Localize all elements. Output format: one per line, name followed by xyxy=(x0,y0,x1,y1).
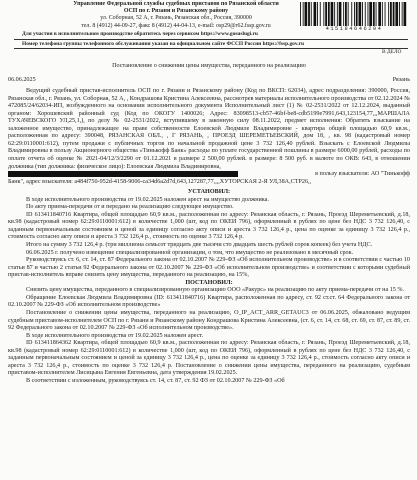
barcode-number: 415184646294 xyxy=(325,26,383,32)
paragraph: Постановление о снижении цены имущества, переданного на реализацию, О_IP_ACT_ARR_GETAUC3 от 06.06.2025, обжаловано ведущим судебным приставом-исполнителем ОСП по г. Рязани и Рязанскому району Кондрашова Кристина Алексеевна, (ст. 6, ст. 14, ст. 68, ст. 69, ст. 87, ст. 89, ст. 92 Федерального закона от 02.10.2007 № 229-ФЗ «Об исполнительном производстве». xyxy=(8,309,410,332)
resolved-heading: ПОСТАНОВИЛ: xyxy=(185,279,233,286)
date-city-row xyxy=(8,77,410,85)
paragraph: Обращение Елоевская Людмила Владимировна (ID: 613411840716) Квартира, расположенная по адресу, ст. 92 ст.ст. 64 Федерального закона от 02.10.2007 № 229-ФЗ «Об исполнительном производстве» xyxy=(8,294,410,309)
gosuslugi-note: Для участия в исполнительном производстве обратитесь через сервисом https://www.gosuslugi.ru xyxy=(22,31,258,37)
document-body xyxy=(8,63,410,385)
document-city: Рязань xyxy=(392,76,410,83)
paragraph: Руководствуясь ст. 6, ст. 14, ст. 87 Федерального закона от 02.10.2007 № 229-ФЗ «Об исполнительном производстве» и в соответствии с частью 10 статьи 87 и частью 2 статьи 92 Федерального закона от 02.10.2007 № 229-ФЗ «Об исполнительном производстве» и соответствии с которыми судебный пристав-исполнитель вправе снизить цену имущества, переданного на реализацию, на 15%, xyxy=(8,257,410,279)
paragraph: ID 613411840716 Квартира, общей площадью 60,9 кв.м., расположенная по адресу: Рязанская область, г. Рязань, Проезд Шереметьевский, д.18, кв.98 (кадастровый номер 62:29:0110001:612) в количестве 1,000 (шт, код по ОКЕИ 796), оформленный в рублях по цене без НДС 3 732 126,40, с заданным первоначальным состоянием и ценой за единицу согласно акту описи и ареста 3 732 126,4 р., цена по оценке за единицу 3 732 126,4 р., стоимость согласно акту описи и ареста 3 732 126,4 р., стоимость по оценке 3 732 126,4 р. xyxy=(8,211,410,241)
header-divider-2 xyxy=(14,48,408,49)
header-divider xyxy=(14,39,408,40)
paragraph: Снизить цену имущества, переданного в специализированную организацию ООО «Ракурс» на реализацию по акту приема-передачи от на 15 %. xyxy=(26,287,405,294)
paragraph: В соответствии с изложенным, руководствуясь ст. 14, ст. 87, ст. 92 ФЗ от 02.10.2007 № 229-ФЗ «Об xyxy=(26,377,285,384)
recoverer-address: Банк", адрес взыскателя: a484f750-952d-4158-9006-ca34d6a2d7d,643,127287,77,,,,ХУТОРСКАЯ 2-Я УЛ,38А,СТР26,, xyxy=(8,178,312,185)
paragraph: Итого на сумму 3 732 126,4 р. (три миллиона семьсот тридцать две тысячи сто двадцать шесть рублей сорок копеек) без учета НДС. xyxy=(26,242,373,249)
established-heading: УСТАНОВИЛ: xyxy=(187,189,231,196)
file-stamp: В ДЕЛО xyxy=(382,49,402,55)
paragraph: По акту приема-передачи от и передано на реализацию следующее имущество. xyxy=(26,204,234,211)
phone-note: Номер телефона группы телефонного обслуживания указан на официальном сайте ФССП России https://fssp.gov.ru xyxy=(22,41,304,47)
recoverer-row xyxy=(8,171,410,179)
preamble: Ведущий судебный пристав-исполнитель ОСП по г. Рязани и Рязанскому району (Код по ВКСП: 62034), адрес подразделения: 390000, Россия, Рязанская обл., г. Рязань, ул. Соборная, 52 А, , Кондрашова Кристина Алексеевна, рассмотрев материалы исполнительного производства от 02.12.2024 № 472085/24/62034-ИП, возбужденного на основании исполнительного документа Исполнительный лист (1) № 02-2531/2022 от 12.12.2024, выданный органом: Хорошевский районный суд (Код по ОКОГУ 1400026; Адрес: 83098513-cb57-46bf-be8-cdb5199e7991,643,123154,77,,,МАРШАЛА ТУХАЧЕВСКОГО УЛ,25,1,), по делу № 02-2531/2022, вступившему в законную силу 08.11.2022, предмет исполнения: Обратить взыскание на заложенное имущество, принадлежащее на праве собственности Елоевской Людмиле Владимировне - квартира общей площадью 60,9 кв.м., расположенная по адресу: 390048, РЯЗАНСКАЯ ОБЛ., , Г РЯЗАНЬ, , ПРОЕЗД ШЕРЕМЕТЬЕВСКИЙ, дом 18, , кв. 98 (кадастровый номер 62:29:0110001:612), путем продажи с публичных торгов по начальной продажной цене 3 732 126,40 рублей. Взыскать с Елоевской Людмилы Владимировны в пользу Акционерного общества «Тинькофф Банк» расходы по уплате государственной пошлины в размере 6000,00 рублей, расходы по оплате отчета об оценке № 2021-04/12/3/2290 от 01.12.2021 в размере 2 500,00 рублей. в размере: 8 500 руб. в валюте по ОКВ: 643, в отношении должника (тип должника: физическое лицо): Елоевская Людмила Владимировна, xyxy=(8,88,410,170)
issuer-contacts: тел. 8 (4912) 44-09-27, факс 8 (4912) 44-04-13, e-mail: osp29@r62.fssp.gov.ru xyxy=(81,22,271,29)
issuer-block xyxy=(56,1,296,30)
barcode-image xyxy=(300,2,408,26)
paragraph: В ходе исполнительного производства от 19.02.2025 наложен арест. xyxy=(26,332,204,339)
paragraph: 06.06.2025 г. получено извещение специализированной организации, о том, что имущество не реализовано в месячный срок. xyxy=(26,249,354,256)
paragraph: ID 613411864362 Квартира, общей площадью 60,9 кв.м., расположенная по адресу: Рязанская область, г. Рязань, Проезд Шереметьевский, д.18, кв.98 (кадастровый номер 62:29:0110001:612) в количестве 1,000 (шт, код по ОКЕИ 796), оформленный в рублях по цене без НДС 3 732 126,40, с заданным первоначальным состоянием и ценой за единицу 3 732 126,4 р., цена по оценке за единицу 3 732 126,4 р., стоимость согласно акту описи и ареста 3 732 126,4 р., стоимость по оценке 3 732 126,4 р. Постановление о снижении цены имущества, переданного на реализацию, судебным приставом-исполнителем Лисицына Евгения Евгеньевна, дата утверждения 19.02.2025. xyxy=(8,340,410,377)
document-date: 06.06.2025 xyxy=(8,76,36,83)
paragraph: В ходе исполнительного производства от 19.02.2025 наложен арест на имущество должника. xyxy=(26,196,269,203)
issuer-line-2: ОСП по г. Рязани и Рязанскому району xyxy=(123,8,229,15)
issuer-line-1: Управление Федеральной службы судебных приставов по Рязанской области xyxy=(73,1,279,7)
document-title: Постановление о снижении цены имущества, переданного на реализацию xyxy=(112,63,306,69)
issuer-address: ул. Соборная, 52 А, г. Рязань, Рязанская обл., Россия, 390000 xyxy=(100,15,252,22)
redaction-block xyxy=(8,171,238,177)
document-header xyxy=(0,0,417,55)
recoverer-label: в пользу взыскателя: АО "Тинькофф xyxy=(315,171,410,178)
